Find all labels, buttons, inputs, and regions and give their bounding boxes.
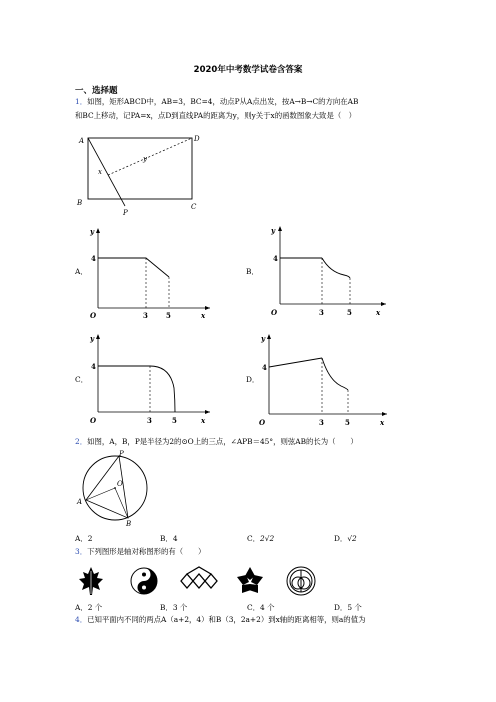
q2-option-b: B．4	[160, 534, 178, 543]
svg-text:x: x	[380, 418, 385, 427]
svg-text:3: 3	[147, 416, 152, 425]
label-a: A	[79, 137, 85, 145]
section-heading: 一、选择题	[75, 86, 118, 96]
segment-ap	[88, 138, 125, 206]
svg-text:4: 4	[91, 254, 96, 263]
label-c: C	[191, 203, 197, 211]
q3-line	[75, 548, 205, 555]
svg-text:O: O	[90, 311, 97, 320]
svg-text:A: A	[77, 498, 83, 506]
segment-distance	[108, 138, 192, 175]
label-d: D	[194, 135, 200, 143]
svg-text:O: O	[271, 308, 278, 317]
q2-option-c-value: 2√2	[260, 534, 275, 543]
svg-text:x: x	[201, 416, 206, 425]
svg-text:5: 5	[172, 416, 177, 425]
diamond-chain-icon	[181, 567, 217, 588]
q4-line	[75, 616, 365, 623]
svg-text:4: 4	[262, 363, 267, 372]
concentric-circles-icon	[287, 567, 315, 595]
pentagon-flower-icon	[237, 567, 263, 593]
svg-text:4: 4	[273, 254, 278, 263]
label-p: P	[123, 209, 128, 217]
q4-number: 4．	[75, 615, 88, 624]
q1-rectangle-figure	[70, 130, 210, 220]
q1-text-line1: 如图，矩形ABCD中，AB=3，BC=4，动点P从A点出发，按A→B→C的方向在AB	[87, 97, 359, 106]
svg-text:4: 4	[91, 362, 96, 371]
q3-number: 3．	[75, 547, 88, 556]
svg-text:5: 5	[166, 311, 171, 320]
q2-option-c	[247, 533, 274, 544]
q1-line1	[75, 98, 358, 105]
q3-shapes-row	[75, 565, 335, 597]
svg-text:5: 5	[347, 308, 352, 317]
q3-option-a: A．2 个	[75, 603, 103, 612]
q2-option-d-value: √2	[347, 534, 357, 543]
q1-option-a-label: A．	[75, 267, 88, 276]
svg-text:y: y	[271, 226, 276, 235]
svg-text:x: x	[376, 308, 381, 317]
q1-number: 1．	[75, 97, 88, 106]
svg-text:y: y	[90, 334, 95, 343]
q2-option-d-label: D．	[334, 534, 348, 543]
svg-text:P: P	[119, 450, 124, 458]
q2-circle-figure	[72, 448, 152, 528]
q2-number: 2．	[75, 437, 88, 446]
page-title: 2020年中考数学试卷含答案	[193, 65, 303, 75]
label-b: B	[77, 199, 83, 207]
label-y: y	[143, 155, 147, 163]
q3-option-c: C．4 个	[247, 603, 275, 612]
q1-option-b-label: B．	[246, 267, 259, 276]
svg-text:O: O	[259, 418, 266, 427]
q2-line	[75, 438, 358, 445]
q1-text-line2: 和BC上移动，记PA=x，点D到直线PA的距离为y，则y关于x的函数图象大致是（ ）	[75, 111, 357, 120]
q4-text: 已知平面内不同的两点A（a+2，4）和B（3，2a+2）到x轴的距离相等，则a的值为	[87, 615, 366, 624]
q2-option-a: A．2	[75, 534, 93, 543]
q1-option-d-label: D．	[246, 375, 260, 384]
maple-leaf-icon	[79, 567, 103, 595]
label-x: x	[98, 168, 102, 176]
svg-text:3: 3	[319, 418, 324, 427]
svg-text:y: y	[90, 227, 95, 236]
svg-text:y: y	[261, 334, 266, 343]
q3-option-b: B．3 个	[160, 603, 188, 612]
svg-text:5: 5	[345, 418, 350, 427]
svg-text:O: O	[90, 416, 97, 425]
q1-option-c-graph	[86, 330, 216, 430]
svg-text:3: 3	[319, 308, 324, 317]
q1-option-d-graph	[255, 330, 395, 430]
q1-option-a-graph	[86, 222, 216, 322]
svg-text:3: 3	[143, 311, 148, 320]
q2-option-d	[334, 533, 357, 544]
q3-option-d: D．5 个	[334, 603, 362, 612]
svg-text:B: B	[126, 520, 132, 528]
q3-text: 下列图形是轴对称图形的有（ ）	[87, 547, 206, 556]
svg-text:O: O	[117, 480, 123, 488]
q2-text: 如图，A，B，P是半径为2的⊙O上的三点，∠APB＝45°，则弦AB的长为（ ）	[87, 437, 358, 446]
q1-option-b-graph	[266, 222, 396, 322]
q1-option-c-label: C．	[75, 375, 89, 384]
yin-yang-icon	[131, 568, 157, 594]
q2-option-c-label: C．	[247, 534, 261, 543]
rectangle-abcd	[88, 138, 192, 199]
svg-text:x: x	[201, 311, 206, 320]
